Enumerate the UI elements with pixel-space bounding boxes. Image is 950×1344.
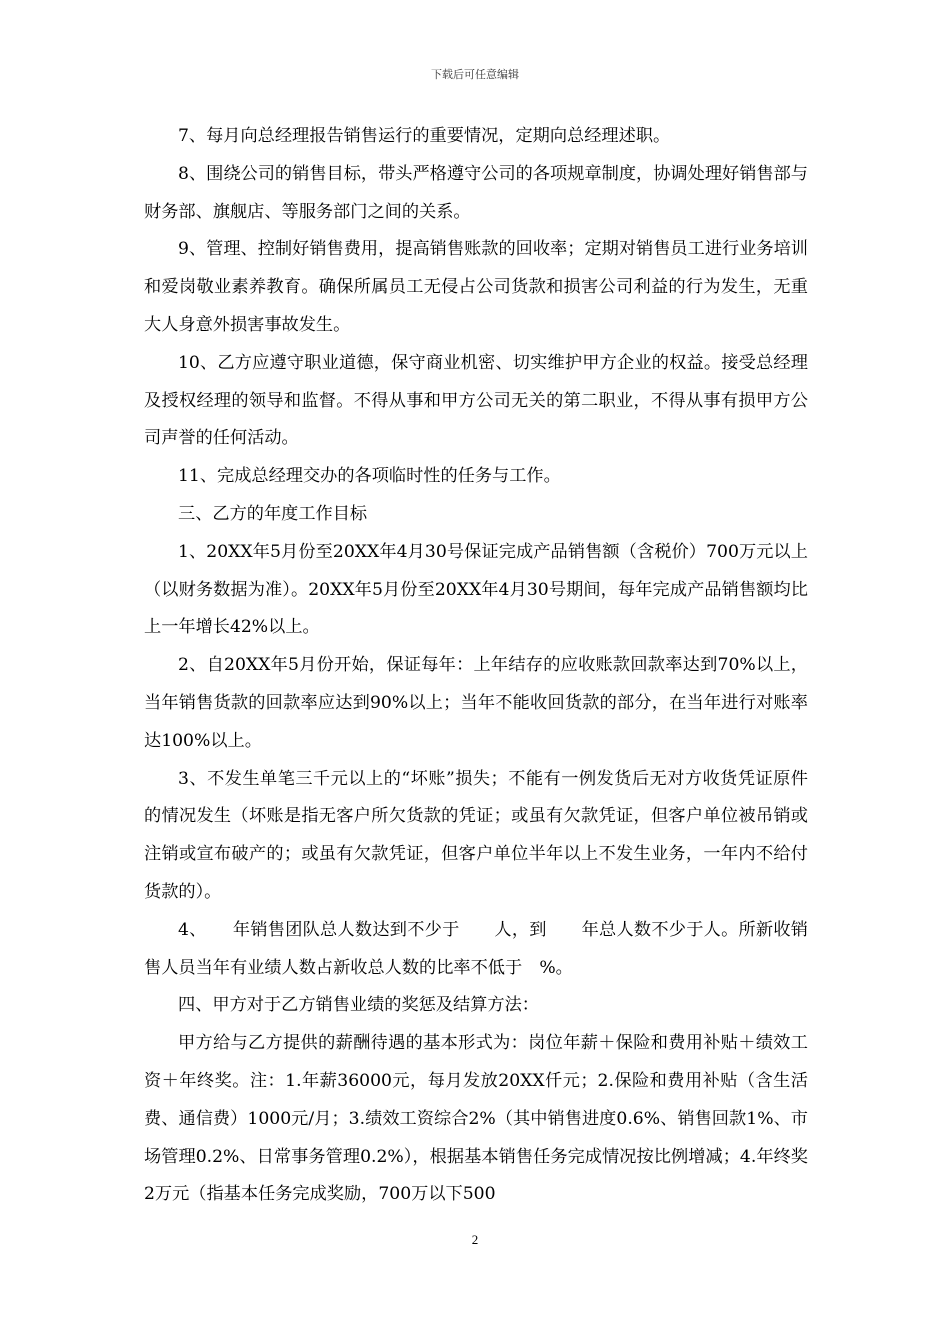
section-heading-4: 四、甲方对于乙方销售业绩的奖惩及结算方法： <box>178 995 539 1016</box>
document-body <box>144 118 808 1214</box>
page-header: 下载后可任意编辑 <box>431 68 519 81</box>
goal-item-4: 4、 年销售团队总人数达到不少于 人，到 年总人数不少于人。所新收销售人员当年有业绩人数占新收总人数的比率不低于 %。 <box>144 919 808 978</box>
goal-item-3: 3、不发生单笔三千元以上的“坏账”损失；不能有一例发货后无对方收货凭证原件的情况发生（坏账是指无客户所欠货款的凭证；或虽有欠款凭证，但客户单位被吊销或注销或宣布破产的；或虽有欠款凭证，但客户单位半年以上不发生业务，一年内不给付货款的）。 <box>144 768 808 902</box>
page-number: 2 <box>471 1232 479 1247</box>
goal-item-2: 2、自20XX年5月份开始，保证每年：上年结存的应收账款回款率达到70%以上，当年销售货款的回款率应达到90%以上；当年不能收回货款的部分，在当年进行对账率达100%以上。 <box>144 655 808 751</box>
paragraph-10: 10、乙方应遵守职业道德，保守商业机密、切实维护甲方企业的权益。接受总经理及授权经理的领导和监督。不得从事和甲方公司无关的第二职业，不得从事有损甲方公司声誉的任何活动。 <box>144 352 808 449</box>
paragraph-9: 9、管理、控制好销售费用，提高销售账款的回收率；定期对销售员工进行业务培训和爱岗敬业素养教育。确保所属员工无侵占公司货款和损害公司利益的行为发生，无重大人身意外损害事故发生。 <box>144 239 808 335</box>
goal-item-1: 1、20XX年5月份至20XX年4月30号保证完成产品销售额（含税价）700万元以上（以财务数据为准）。20XX年5月份至20XX年4月30号期间，每年完成产品销售额均比上一年增长42%以上。 <box>144 541 808 638</box>
paragraph-7: 7、每月向总经理报告销售运行的重要情况，定期向总经理述职。 <box>178 126 671 146</box>
paragraph-8: 8、围绕公司的销售目标，带头严格遵守公司的各项规章制度，协调处理好销售部与财务部、旗舰店、等服务部门之间的关系。 <box>144 163 808 222</box>
section-heading-3: 三、乙方的年度工作目标 <box>178 503 368 524</box>
paragraph-11: 11、完成总经理交办的各项临时性的任务与工作。 <box>178 466 561 487</box>
compensation-paragraph: 甲方给与乙方提供的薪酬待遇的基本形式为：岗位年薪＋保险和费用补贴＋绩效工资＋年终奖。注：1.年薪36000元，每月发放20XX仟元；2.保险和费用补贴（含生活费、通信费）1000元/月；3.绩效工资综合2%（其中销售进度0.6%、销售回款1%、市场管理0.2%、日常事务管理0.2%），根据基本销售任务完成情况按比例增减；4.年终奖2万元（指基本任务完成奖励，700万以下500 <box>144 1033 808 1205</box>
